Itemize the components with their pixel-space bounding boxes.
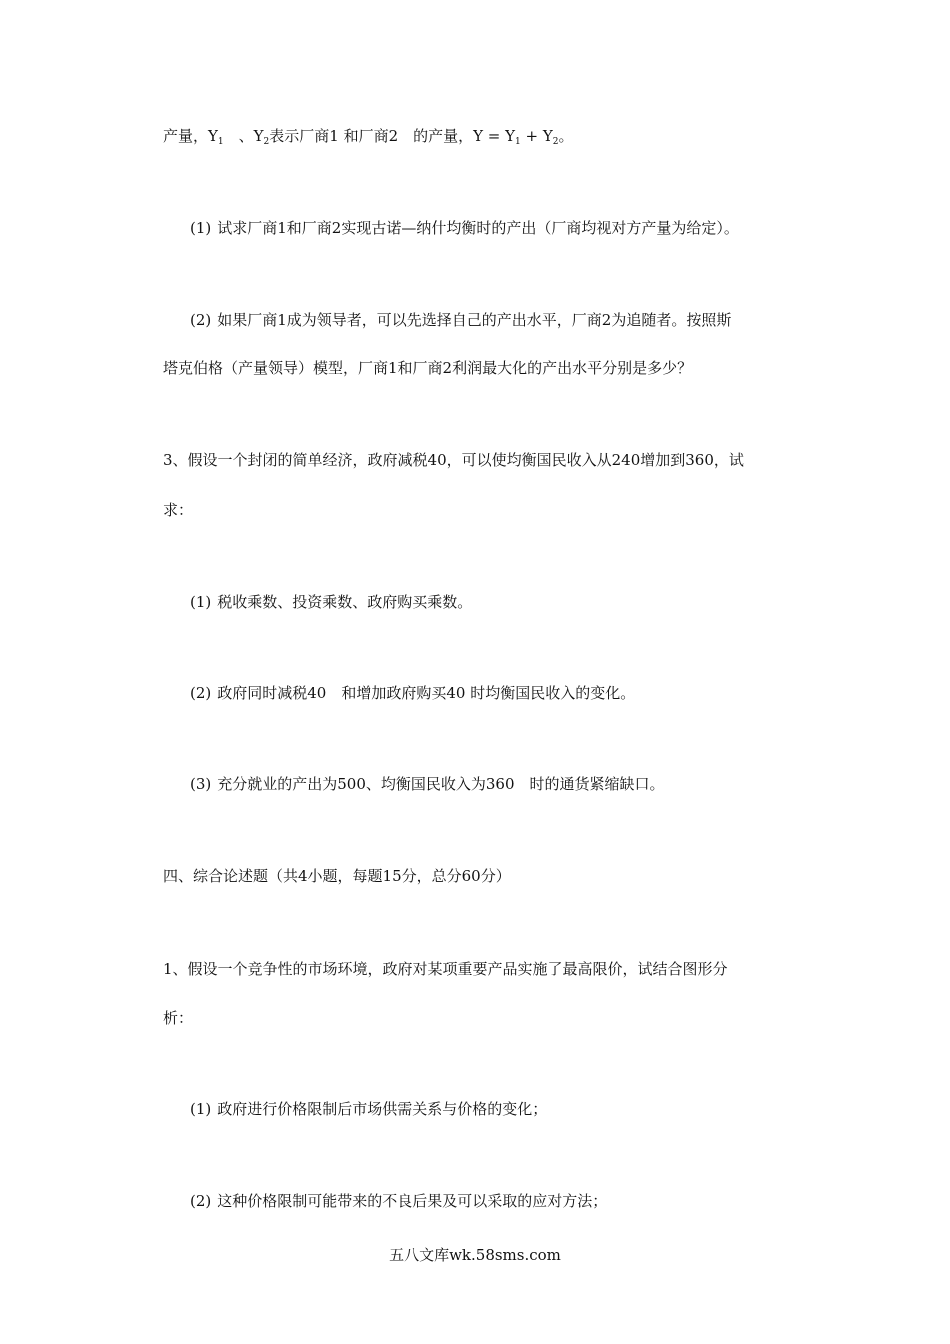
item-text: 税收乘数、投资乘数、政府购买乘数。 [217, 593, 473, 611]
item-text: 如果厂商1成为领导者，可以先选择自己的产出水平，厂商2为追随者。按照斯 [217, 311, 732, 329]
question-3: 3、假设一个封闭的简单经济，政府减税40，可以使均衡国民收入从240增加到360，试 [163, 451, 744, 469]
item-text: 政府进行价格限制后市场供需关系与价格的变化； [217, 1100, 548, 1118]
item-number: (1) [190, 593, 212, 611]
item-number: (2) [190, 684, 212, 702]
subscript: 2 [552, 137, 559, 147]
item-number: (2) [190, 311, 212, 329]
question-2-part-2 [190, 310, 731, 330]
subscript: 1 [217, 137, 224, 147]
item-number: (1) [190, 1100, 212, 1118]
item-text: 这种价格限制可能带来的不良后果及可以采取的应对方法； [217, 1192, 608, 1210]
question-3-part-1 [190, 592, 472, 612]
item-text: 政府同时减税40 和增加政府购买40 时均衡国民收入的变化。 [217, 684, 636, 702]
subscript: 2 [263, 137, 270, 147]
question-2-part-2-continued: 塔克伯格（产量领导）模型，厂商1和厂商2利润最大化的产出水平分别是多少？ [163, 359, 693, 377]
question-2-part-1 [190, 218, 739, 238]
item-number: (3) [190, 775, 212, 793]
section-4-question-1: 1、假设一个竞争性的市场环境，政府对某项重要产品实施了最高限价，试结合图形分 [163, 960, 728, 978]
section-4-question-1-part-1 [190, 1099, 547, 1119]
question-3-part-3 [190, 774, 665, 794]
section-4-heading: 四、综合论述题（共4小题，每题15分，总分60分） [163, 867, 511, 885]
item-text: 试求厂商1和厂商2实现古诺—纳什均衡时的产出（厂商均视对方产量为给定）。 [217, 219, 739, 237]
subscript: 1 [515, 137, 521, 147]
page-footer-watermark: 五八文库wk.58sms.com [389, 1246, 561, 1264]
item-number: (2) [190, 1192, 212, 1210]
text-line-output-definition: 产量，$Y_1$ 、$Y_2$表示厂商1 和厂商2 的产量，$Y = Y_1 + Y_2$。 [163, 127, 574, 147]
item-number: (1) [190, 219, 212, 237]
question-3-continued: 求： [163, 501, 194, 519]
question-3-part-2 [190, 683, 635, 703]
section-4-question-1-part-2 [190, 1191, 607, 1211]
section-4-question-1-continued: 析： [163, 1009, 194, 1027]
item-text: 充分就业的产出为500、均衡国民收入为360 时的通货紧缩缺口。 [217, 775, 665, 793]
